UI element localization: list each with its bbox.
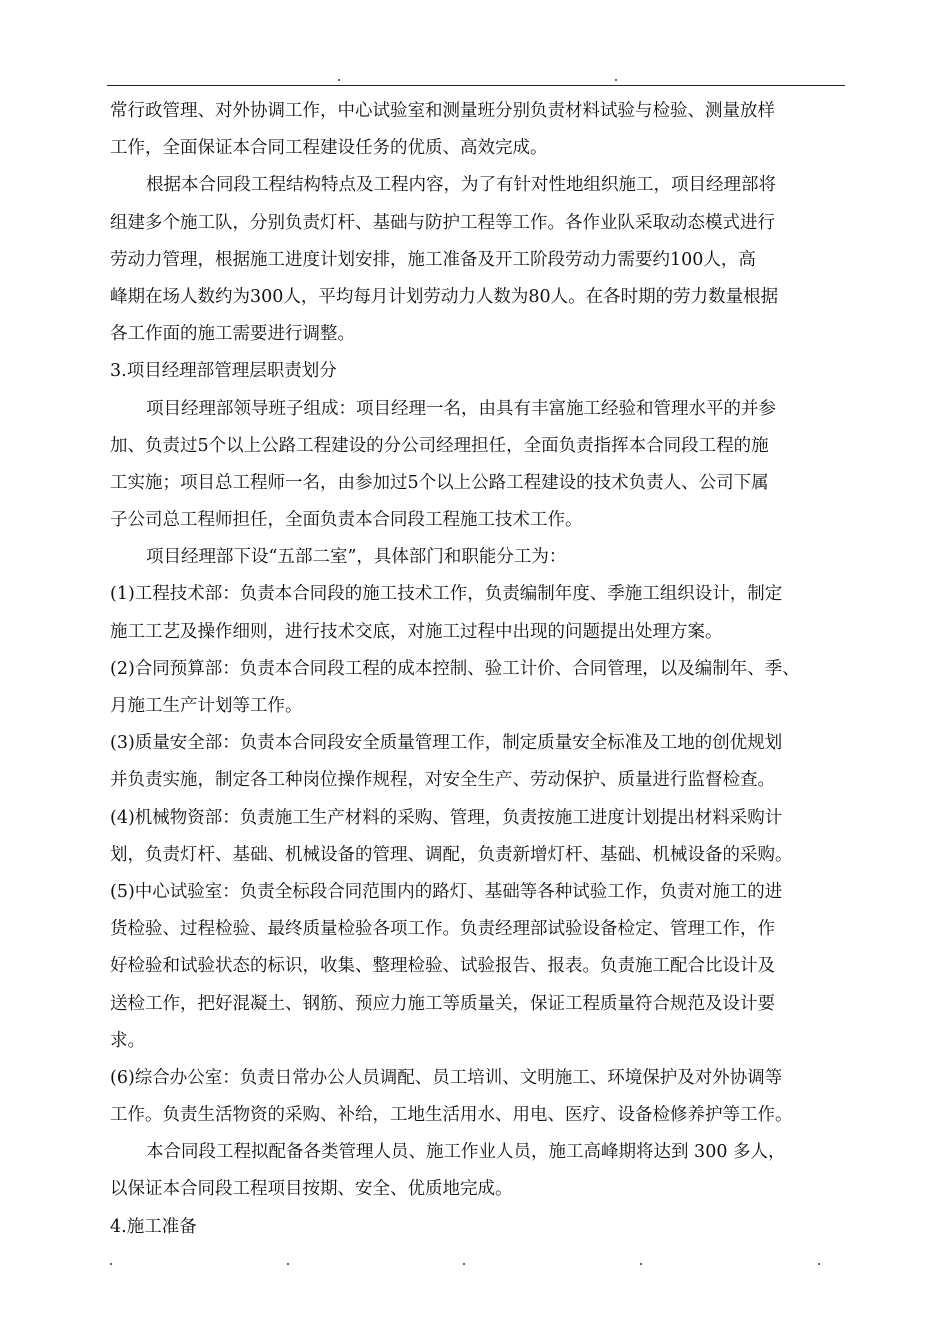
text-line: 施工工艺及操作细则，进行技术交底，对施工过程中出现的问题提出处理方案。: [110, 621, 723, 642]
text-line: 工作。负责生活物资的采购、补给，工地生活用水、用电、医疗、设备检修养护等工作。: [110, 1105, 793, 1126]
text-line: 常行政管理、对外协调工作，中心试验室和测量班分别负责材料试验与检验、测量放样: [110, 101, 775, 121]
footer-dot: [110, 1263, 112, 1265]
text-line: 本合同段工程拟配备各类管理人员、施工作业人员，施工高峰期将达到 300 多人，: [146, 1142, 786, 1163]
text-line: 4.施工准备: [110, 1216, 197, 1237]
text-line: (2)合同预算部：负责本合同段工程的成本控制、验工计价、合同管理，以及编制年、季、: [110, 658, 800, 679]
text-line: 各工作面的施工需要进行调整。: [110, 324, 355, 345]
footer-dot: [818, 1263, 820, 1265]
header-dot: [338, 79, 340, 81]
text-line: 子公司总工程师担任，全面负责本合同段工程施工技术工作。: [110, 510, 583, 531]
text-line: 3.项目经理部管理层职责划分: [110, 361, 337, 382]
text-line: 根据本合同段工程结构特点及工程内容，为了有针对性地组织施工，项目经理部将: [146, 175, 776, 196]
text-line: 组建多个施工队，分别负责灯杆、基础与防护工程等工作。各作业队采取动态模式进行: [110, 212, 775, 233]
footer-dot: [463, 1263, 465, 1265]
text-line: (6)综合办公室：负责日常办公人员调配、员工培训、文明施工、环境保护及对外协调等: [110, 1067, 783, 1088]
text-line: 货检验、过程检验、最终质量检验各项工作。负责经理部试验设备检定、管理工作，作: [110, 919, 775, 940]
text-line: (5)中心试验室：负责全标段合同范围内的路灯、基础等各种试验工作，负责对施工的进: [110, 881, 783, 902]
text-line: 峰期在场人数约为300人，平均每月计划劳动力人数为80人。在各时期的劳力数量根据: [110, 286, 779, 307]
header-dot: [615, 79, 617, 81]
text-line: 月施工生产计划等工作。: [110, 696, 303, 716]
header-rule: [107, 85, 845, 86]
text-line: 项目经理部领导班子组成：项目经理一名，由具有丰富施工经验和管理水平的并参: [146, 398, 776, 419]
text-line: 求。: [110, 1030, 145, 1051]
text-line: 以保证本合同段工程项目按期、安全、优质地完成。: [110, 1179, 513, 1200]
text-line: 工作，全面保证本合同工程建设任务的优质、高效完成。: [110, 138, 548, 159]
footer-dot: [640, 1263, 642, 1265]
text-line: 划，负责灯杆、基础、机械设备的管理、调配，负责新增灯杆、基础、机械设备的采购。: [110, 844, 793, 865]
text-line: 并负责实施，制定各工种岗位操作规程，对安全生产、劳动保护、质量进行监督检查。: [110, 770, 775, 791]
document-body: [110, 93, 845, 1246]
text-line: 劳动力管理，根据施工进度计划安排，施工准备及开工阶段劳动力需要约100人，高: [110, 249, 756, 270]
text-line: 加、负责过5个以上公路工程建设的分公司经理担任，全面负责指挥本合同段工程的施: [110, 435, 769, 456]
text-line: (4)机械物资部：负责施工生产材料的采购、管理，负责按施工进度计划提出材料采购计: [110, 807, 783, 828]
text-line: 送检工作，把好混凝土、钢筋、预应力施工等质量关，保证工程质量符合规范及设计要: [110, 993, 775, 1014]
text-line: (1)工程技术部：负责本合同段的施工技术工作，负责编制年度、季施工组织设计，制定: [110, 584, 783, 605]
text-line: (3)质量安全部：负责本合同段安全质量管理工作，制定质量安全标准及工地的创优规划: [110, 733, 783, 754]
text-line: 工实施；项目总工程师一名，由参加过5个以上公路工程建设的技术负责人、公司下属: [110, 472, 769, 493]
text-line: 好检验和试验状态的标识，收集、整理检验、试验报告、报表。负责施工配合比设计及: [110, 956, 775, 977]
text-line: 项目经理部下设“五部二室”，具体部门和职能分工为：: [146, 547, 567, 568]
footer-dot: [287, 1263, 289, 1265]
